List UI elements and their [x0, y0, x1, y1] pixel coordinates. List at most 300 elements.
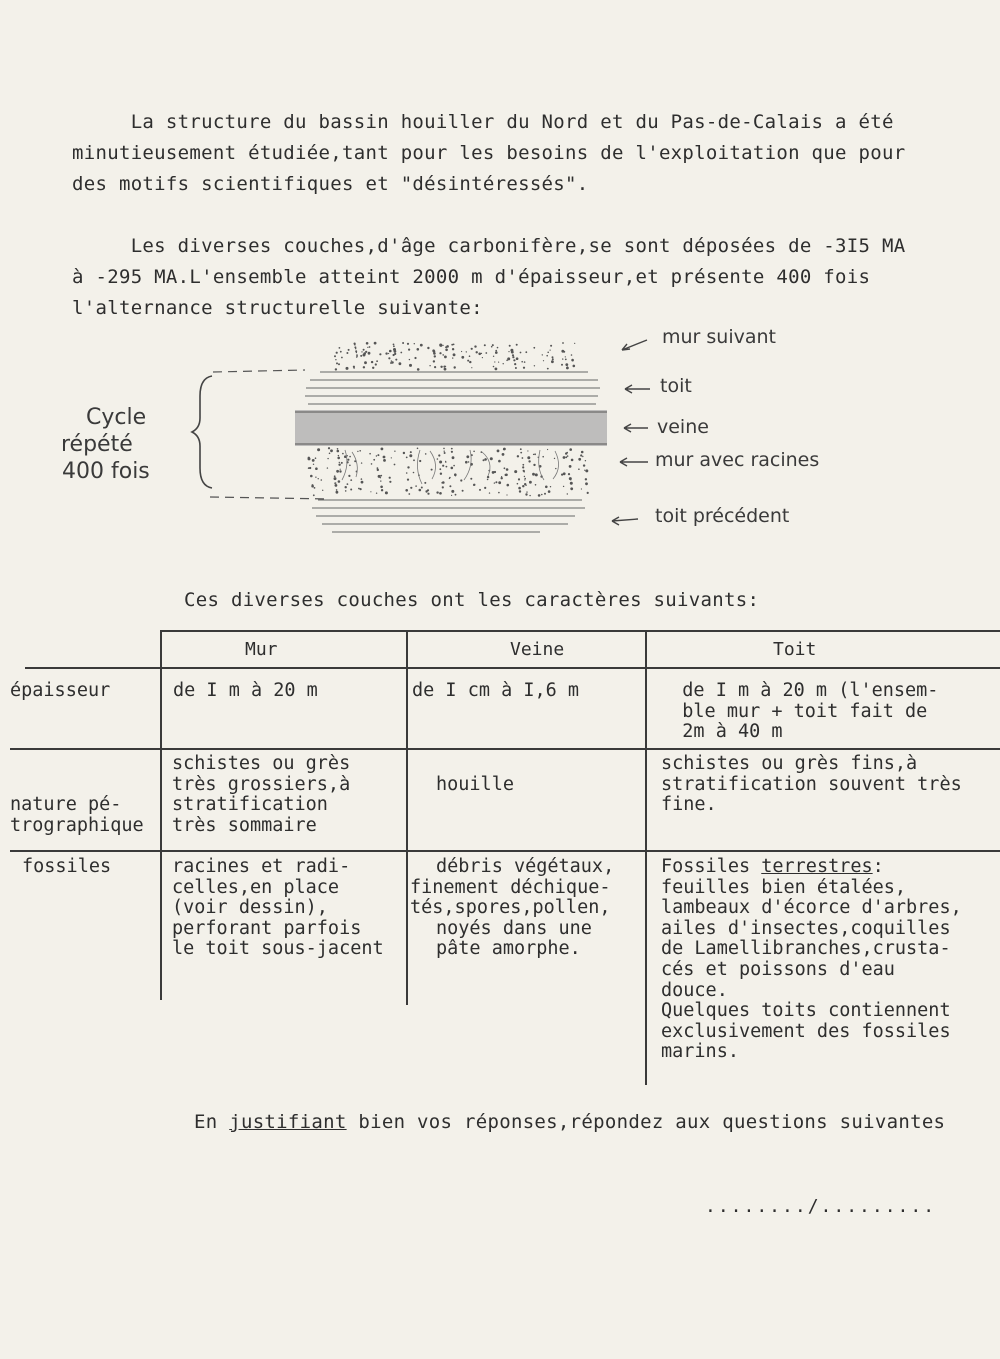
sediment-speck — [371, 463, 373, 465]
layer-label-veine: veine — [657, 416, 709, 438]
cell-epaisseur-toit-3: 2m à 40 m — [660, 721, 783, 742]
sediment-speck — [388, 357, 390, 359]
column-header-mur: Mur — [245, 639, 278, 660]
sediment-speck — [348, 349, 350, 351]
sediment-speck — [346, 352, 348, 354]
sediment-speck — [495, 351, 498, 354]
sediment-speck — [361, 478, 363, 480]
sediment-speck — [585, 478, 587, 480]
sediment-speck — [345, 486, 347, 488]
sediment-speck — [565, 452, 567, 454]
sediment-speck — [562, 342, 564, 344]
sediment-speck — [471, 367, 472, 368]
sediment-speck — [313, 494, 315, 496]
sediment-speck — [409, 359, 410, 360]
sediment-speck — [465, 461, 468, 464]
sediment-speck — [529, 495, 530, 496]
sediment-speck — [498, 460, 501, 463]
sediment-speck — [524, 479, 525, 480]
table-header-rule — [25, 667, 1000, 669]
sediment-speck — [336, 470, 339, 473]
sediment-speck — [389, 350, 391, 352]
sediment-speck — [522, 466, 524, 468]
sediment-speck — [445, 461, 446, 462]
cell-nature-mur-2: très grossiers,à — [172, 774, 351, 795]
sediment-speck — [409, 454, 412, 457]
sediment-speck — [452, 348, 454, 350]
sediment-speck — [462, 490, 464, 492]
sediment-speck — [403, 452, 405, 454]
sediment-speck — [442, 486, 444, 488]
table-top-rule — [160, 630, 1000, 632]
sediment-speck — [315, 457, 317, 459]
sediment-speck — [365, 351, 367, 353]
cell-epaisseur-toit-1: de I m à 20 m (l'ensem- — [660, 680, 939, 701]
sediment-speck — [443, 448, 445, 450]
sediment-speck — [339, 347, 341, 349]
sediment-speck — [494, 482, 495, 483]
sediment-speck — [578, 458, 581, 461]
sediment-speck — [565, 456, 567, 458]
sediment-speck — [514, 470, 517, 473]
sediment-speck — [555, 468, 556, 469]
cell-fossiles-veine-5: pâte amorphe. — [436, 938, 581, 959]
sediment-speck — [547, 368, 549, 370]
sediment-speck — [563, 456, 566, 459]
sediment-speck — [376, 493, 377, 494]
paragraph-1-line-1: La structure du bassin houiller du Nord et du Pas-de-Calais a été — [72, 111, 894, 133]
sediment-speck — [330, 449, 333, 452]
sediment-speck — [367, 347, 368, 348]
sediment-speck — [512, 356, 514, 358]
sediment-speck — [444, 451, 445, 452]
toit-hatching — [305, 372, 600, 404]
sediment-speck — [407, 466, 409, 468]
sediment-speck — [469, 355, 471, 357]
sediment-speck — [414, 343, 415, 344]
sediment-speck — [410, 487, 412, 489]
sediment-speck — [547, 352, 549, 354]
sediment-speck — [327, 458, 328, 459]
sediment-speck — [525, 485, 526, 486]
sediment-speck — [522, 464, 524, 466]
sediment-speck — [335, 484, 338, 487]
sediment-speck — [570, 479, 571, 480]
sediment-speck — [420, 344, 423, 347]
sediment-speck — [427, 347, 429, 349]
cell-fossiles-toit-6: cés et poissons d'eau — [661, 959, 895, 980]
cell-fossiles-veine-4: noyés dans une — [436, 918, 592, 939]
sediment-speck — [495, 368, 498, 371]
sediment-speck — [574, 343, 575, 344]
sediment-speck — [413, 472, 415, 474]
sediment-speck — [466, 455, 469, 458]
sediment-speck — [413, 459, 415, 461]
cell-fossiles-mur-3: (voir dessin), — [172, 897, 328, 918]
sediment-speck — [453, 465, 455, 467]
sediment-speck — [340, 351, 342, 353]
sediment-speck — [318, 478, 319, 479]
sediment-speck — [460, 479, 462, 481]
sediment-speck — [437, 458, 439, 460]
sediment-speck — [347, 459, 349, 461]
sediment-speck — [361, 481, 364, 484]
sediment-speck — [535, 473, 538, 476]
sediment-speck — [565, 356, 566, 357]
cycle-brace — [192, 376, 212, 488]
sediment-speck — [522, 457, 524, 459]
sediment-speck — [336, 352, 338, 354]
sediment-speck — [409, 364, 412, 367]
sediment-speck — [493, 356, 494, 357]
sediment-speck — [454, 366, 456, 368]
sediment-speck — [517, 483, 519, 485]
sediment-speck — [388, 353, 389, 354]
sediment-speck — [337, 457, 340, 460]
sediment-speck — [449, 485, 451, 487]
cell-fossiles-toit-2: feuilles bien étalées, — [661, 877, 907, 898]
sediment-speck — [451, 467, 454, 470]
sediment-speck — [461, 351, 462, 352]
cell-nature-toit-3: fine. — [661, 794, 717, 815]
sediment-speck — [376, 360, 378, 362]
sediment-speck — [317, 448, 320, 451]
cycle-label-line-1: Cycle — [86, 405, 147, 430]
sediment-speck — [400, 352, 402, 354]
column-header-veine: Veine — [510, 639, 565, 660]
sediment-speck — [394, 451, 395, 452]
sediment-speck — [449, 477, 451, 479]
sediment-speck — [391, 361, 393, 363]
sediment-speck — [498, 481, 501, 484]
sediment-speck — [395, 359, 397, 361]
sediment-speck — [407, 343, 409, 345]
row-label-nature-2: trographique — [10, 815, 144, 836]
root-traces — [342, 450, 559, 484]
sediment-speck — [451, 448, 453, 450]
sediment-speck — [369, 346, 371, 348]
cycle-label-line-3: 400 fois — [62, 459, 150, 484]
sediment-speck — [529, 481, 532, 484]
sediment-speck — [366, 342, 369, 345]
sediment-speck — [354, 344, 356, 346]
sediment-speck — [506, 468, 509, 471]
sediment-speck — [339, 462, 340, 463]
sediment-speck — [338, 480, 341, 483]
sediment-speck — [444, 368, 447, 371]
sediment-speck — [533, 464, 535, 466]
sediment-speck — [474, 345, 476, 347]
sediment-speck — [470, 478, 472, 480]
sediment-speck — [442, 465, 444, 467]
sediment-speck — [561, 364, 563, 366]
cell-fossiles-toit-10: marins. — [661, 1041, 739, 1062]
sediment-speck — [417, 348, 420, 351]
sediment-speck — [377, 467, 379, 469]
sediment-speck — [478, 353, 481, 356]
sediment-speck — [363, 349, 365, 351]
sediment-speck — [364, 361, 367, 364]
sediment-speck — [334, 355, 336, 357]
sediment-speck — [312, 459, 315, 462]
sediment-speck — [439, 493, 441, 495]
sediment-speck — [469, 361, 471, 363]
closing-after: bien vos réponses,répondez aux questions suivantes — [346, 1111, 946, 1133]
sediment-speck — [497, 347, 499, 349]
sediment-speck — [361, 351, 362, 352]
sediment-speck — [487, 479, 489, 481]
sediment-speck — [444, 452, 446, 454]
sediment-speck — [484, 458, 487, 461]
sediment-speck — [360, 355, 362, 357]
sediment-speck — [360, 488, 362, 490]
sediment-speck — [520, 448, 522, 450]
sediment-speck — [385, 352, 387, 354]
sediment-speck — [394, 353, 396, 355]
sediment-speck — [377, 454, 379, 456]
sediment-speck — [440, 366, 442, 368]
sediment-speck — [466, 351, 467, 352]
sediment-speck — [443, 345, 444, 346]
sediment-speck — [434, 366, 436, 368]
sediment-speck — [369, 453, 371, 455]
sediment-speck — [572, 360, 573, 361]
table-row1-rule — [10, 748, 1000, 750]
sediment-speck — [424, 482, 426, 484]
sediment-speck — [583, 464, 585, 466]
sediment-speck — [516, 344, 518, 346]
cell-fossiles-toit-9: exclusivement des fossiles — [661, 1021, 951, 1042]
sediment-speck — [502, 453, 505, 456]
sediment-speck — [433, 360, 435, 362]
sediment-speck — [315, 467, 318, 470]
sediment-speck — [427, 493, 429, 495]
layer-label-toit-precedent: toit précédent — [655, 505, 790, 527]
sediment-speck — [524, 361, 526, 363]
cell-nature-toit-1: schistes ou grès fins,à — [661, 753, 918, 774]
table-col-rule-1 — [160, 630, 162, 1000]
sediment-speck — [534, 453, 536, 455]
cell-fossiles-mur-5: le toit sous-jacent — [172, 938, 384, 959]
sediment-speck — [356, 352, 357, 353]
sediment-speck — [373, 459, 375, 461]
sediment-speck — [335, 482, 337, 484]
sediment-speck — [453, 354, 455, 356]
sediment-speck — [336, 489, 338, 491]
sediment-speck — [349, 465, 351, 467]
sediment-speck — [489, 492, 490, 493]
sediment-speck — [408, 349, 410, 351]
sediment-speck — [479, 489, 481, 491]
sediment-speck — [569, 465, 572, 468]
sediment-speck — [552, 358, 554, 360]
sediment-speck — [527, 456, 530, 459]
sediment-speck — [494, 361, 495, 362]
sediment-speck — [498, 362, 499, 363]
sediment-speck — [513, 359, 515, 361]
sediment-speck — [550, 350, 551, 351]
sediment-speck — [308, 457, 311, 460]
sediment-speck — [516, 357, 519, 360]
sediment-speck — [356, 354, 358, 356]
sediment-speck — [442, 354, 444, 356]
sediment-speck — [468, 461, 469, 462]
sediment-speck — [518, 487, 521, 490]
paragraph-2-line-2: à -295 MA.L'ensemble atteint 2000 m d'épaisseur,et présente 400 fois — [72, 266, 871, 288]
sediment-speck — [507, 357, 510, 360]
sediment-speck — [541, 494, 543, 496]
sediment-speck — [406, 457, 408, 459]
sediment-speck — [394, 464, 396, 466]
cell-nature-mur-1: schistes ou grès — [172, 753, 351, 774]
cell-fossiles-mur-2: celles,en place — [172, 877, 340, 898]
sediment-speck — [355, 348, 356, 349]
table-col-rule-2 — [406, 630, 408, 1005]
sediment-speck — [340, 469, 341, 470]
sediment-speck — [375, 363, 377, 365]
sediment-speck — [425, 490, 427, 492]
sediment-speck — [483, 459, 485, 461]
sediment-speck — [311, 485, 314, 488]
sediment-speck — [526, 491, 527, 492]
sediment-speck — [361, 462, 362, 463]
sediment-speck — [503, 448, 505, 450]
sediment-speck — [573, 365, 576, 368]
sediment-speck — [341, 357, 343, 359]
sediment-speck — [407, 479, 409, 481]
sediment-speck — [357, 356, 358, 357]
sediment-speck — [481, 353, 482, 354]
cell-nature-mur-4: très sommaire — [172, 815, 317, 836]
sediment-speck — [542, 354, 543, 355]
sediment-speck — [408, 493, 410, 495]
sediment-speck — [406, 472, 408, 474]
sediment-speck — [399, 362, 402, 365]
sediment-speck — [338, 455, 339, 456]
sediment-speck — [585, 469, 588, 472]
sediment-speck — [389, 481, 391, 483]
sediment-speck — [567, 366, 569, 368]
sediment-speck — [350, 479, 352, 481]
sediment-speck — [520, 452, 522, 454]
sediment-speck — [503, 363, 504, 364]
sediment-speck — [359, 450, 361, 452]
sediment-speck — [504, 467, 506, 469]
sediment-speck — [584, 470, 585, 471]
sediment-speck — [467, 360, 469, 362]
cell-fossiles-veine-2: finement déchique- — [410, 877, 611, 898]
sediment-speck — [512, 354, 514, 356]
sediment-speck — [342, 453, 344, 455]
sediment-speck — [582, 456, 583, 457]
sediment-speck — [442, 481, 445, 484]
sediment-speck — [569, 448, 572, 451]
sediment-speck — [383, 459, 386, 462]
sediment-speck — [346, 367, 349, 370]
sediment-speck — [415, 485, 417, 487]
sediment-speck — [376, 455, 377, 456]
sediment-speck — [380, 475, 382, 477]
sediment-speck — [452, 357, 453, 358]
sediment-speck — [353, 367, 355, 369]
sediment-speck — [523, 470, 525, 472]
sediment-speck — [550, 486, 551, 487]
sediment-speck — [394, 350, 397, 353]
sediment-speck — [581, 488, 582, 489]
sediment-speck — [492, 344, 494, 346]
sediment-speck — [497, 450, 500, 453]
sediment-speck — [506, 494, 507, 495]
sediment-speck — [452, 456, 455, 459]
column-header-toit: Toit — [773, 639, 817, 660]
sediment-speck — [370, 491, 371, 492]
sediment-speck — [520, 352, 522, 354]
cell-fossiles-mur-1: racines et radi- — [172, 856, 351, 877]
sediment-speck — [327, 467, 328, 468]
sediment-speck — [482, 357, 483, 358]
sediment-speck — [570, 482, 573, 485]
sediment-speck — [425, 453, 427, 455]
sediment-speck — [337, 448, 339, 450]
sediment-speck — [434, 355, 436, 357]
paragraph-2-line-3: l'alternance structurelle suivante: — [72, 297, 483, 319]
sediment-speck — [335, 359, 336, 360]
sediment-speck — [379, 353, 381, 355]
sediment-speck — [374, 342, 377, 345]
sediment-speck — [581, 451, 584, 454]
sediment-speck — [337, 450, 340, 453]
sediment-speck — [570, 487, 573, 490]
sediment-speck — [402, 342, 404, 344]
sediment-speck — [417, 448, 419, 450]
sediment-speck — [561, 350, 564, 353]
sediment-speck — [334, 475, 336, 477]
sediment-speck — [473, 484, 475, 486]
sediment-speck — [563, 486, 564, 487]
sediment-speck — [338, 464, 340, 466]
sediment-speck — [391, 457, 392, 458]
cell-fossiles-veine-1: débris végétaux, — [436, 856, 615, 877]
cell-fossiles-toit-3: lambeaux d'écorce d'arbres, — [661, 897, 962, 918]
sediment-speck — [378, 475, 381, 478]
sediment-speck — [421, 487, 423, 489]
row-label-fossiles: fossiles — [22, 856, 112, 877]
cycle-label-line-2: répété — [61, 432, 133, 457]
sediment-speck — [328, 447, 330, 449]
sediment-speck — [339, 470, 341, 472]
sediment-speck — [548, 490, 551, 493]
sediment-speck — [485, 352, 487, 354]
sediment-speck — [445, 366, 446, 367]
table-row2-rule — [10, 850, 1000, 852]
cell-fossiles-toit-1: Fossiles terrestres: — [661, 856, 884, 877]
sediment-speck — [490, 457, 493, 460]
sediment-speck — [587, 492, 589, 494]
sediment-speck — [492, 471, 495, 474]
sediment-speck — [552, 356, 554, 358]
sediment-speck — [335, 368, 337, 370]
sediment-speck — [551, 360, 554, 363]
cell-nature-mur-3: stratification — [172, 794, 328, 815]
sediment-speck — [505, 474, 507, 476]
sediment-speck — [522, 485, 524, 487]
sediment-speck — [383, 456, 386, 459]
sediment-speck — [498, 492, 500, 494]
row-label-nature-1: nature pé- — [10, 794, 122, 815]
sediment-speck — [381, 448, 384, 451]
sediment-speck — [389, 477, 391, 479]
cell-fossiles-toit-8: Quelques toits contiennent — [661, 1000, 951, 1021]
